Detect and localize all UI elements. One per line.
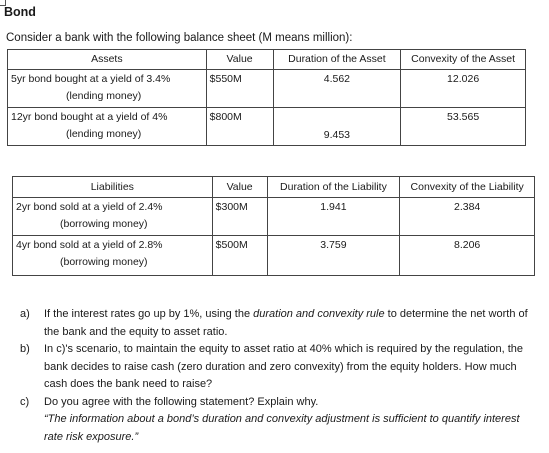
assets-header-row: [8, 50, 526, 70]
question-text: In c)'s scenario, to maintain the equity to asset ratio at 40% which is required by the regulation, the bank decides to raise cash (zero duration and zero convexity) from the equity holders. How much cash does the bank need to raise?: [44, 343, 524, 390]
liabilities-header-row: [13, 177, 535, 198]
liability-duration: 3.759: [267, 236, 400, 276]
asset-value: $550M: [206, 70, 273, 108]
liability-name: 4yr bond sold at a yield of 2.8%: [16, 239, 163, 251]
quoted-statement: “The information about a bond’s duration and convexity adjustment is sufficient to quantify interest rate risk exposure.”: [44, 413, 520, 443]
asset-duration: 4.562: [273, 70, 401, 108]
assets-row: [8, 108, 526, 146]
intro-text: Consider a bank with the following balance sheet (M means million):: [6, 32, 353, 44]
question-list: [20, 306, 540, 446]
liability-convexity: 2.384: [400, 198, 535, 236]
assets-header-convexity: Convexity of the Asset: [401, 50, 526, 70]
question-emphasis: duration and convexity rule: [253, 308, 385, 320]
asset-name-cell: [8, 70, 207, 108]
assets-header-duration: Duration of the Asset: [273, 50, 401, 70]
assets-row: [8, 70, 526, 108]
question-item: [20, 341, 540, 394]
question-text-post: to determine the net worth of the bank and the equity to asset ratio.: [44, 308, 528, 338]
asset-name: 5yr bond bought at a yield of 3.4%: [11, 73, 171, 85]
asset-sub: (lending money): [66, 90, 142, 102]
question-tag: b): [20, 343, 30, 355]
assets-header-value: Value: [206, 50, 273, 70]
liability-name: 2yr bond sold at a yield of 2.4%: [16, 201, 163, 213]
liability-duration: 1.941: [267, 198, 400, 236]
assets-table: [7, 49, 526, 146]
question-text: [44, 306, 540, 341]
page-title: Bond: [4, 5, 36, 19]
asset-convexity: 53.565: [401, 108, 526, 146]
liability-name-cell: [13, 198, 213, 236]
asset-name: 12yr bond bought at a yield of 4%: [11, 111, 168, 123]
liabilities-table: [12, 176, 535, 276]
assets-header-name: Assets: [8, 50, 207, 70]
liabilities-header-value: Value: [212, 177, 267, 198]
asset-sub: (lending money): [66, 128, 142, 140]
liability-name-cell: [13, 236, 213, 276]
liability-sub: (borrowing money): [60, 218, 148, 230]
liabilities-header-duration: Duration of the Liability: [267, 177, 400, 198]
liability-value: $300M: [212, 198, 267, 236]
asset-convexity: 12.026: [401, 70, 526, 108]
liabilities-row: [13, 198, 535, 236]
liabilities-row: [13, 236, 535, 276]
liability-convexity: 8.206: [400, 236, 535, 276]
asset-value: $800M: [206, 108, 273, 146]
question-item: [20, 394, 540, 447]
question-item: [20, 306, 540, 341]
liabilities-header-name: Liabilities: [13, 177, 213, 198]
question-tag: a): [20, 308, 30, 320]
question-tag: c): [20, 395, 30, 408]
liability-value: $500M: [212, 236, 267, 276]
question-text-pre: If the interest rates go up by 1%, using the: [44, 308, 254, 320]
question-text: Do you agree with the following statement? Explain why.: [44, 395, 319, 408]
question-text-block: [44, 394, 540, 447]
liabilities-header-convexity: Convexity of the Liability: [400, 177, 535, 198]
asset-duration: 9.453: [273, 108, 401, 146]
liability-sub: (borrowing money): [60, 256, 148, 268]
asset-name-cell: [8, 108, 207, 146]
